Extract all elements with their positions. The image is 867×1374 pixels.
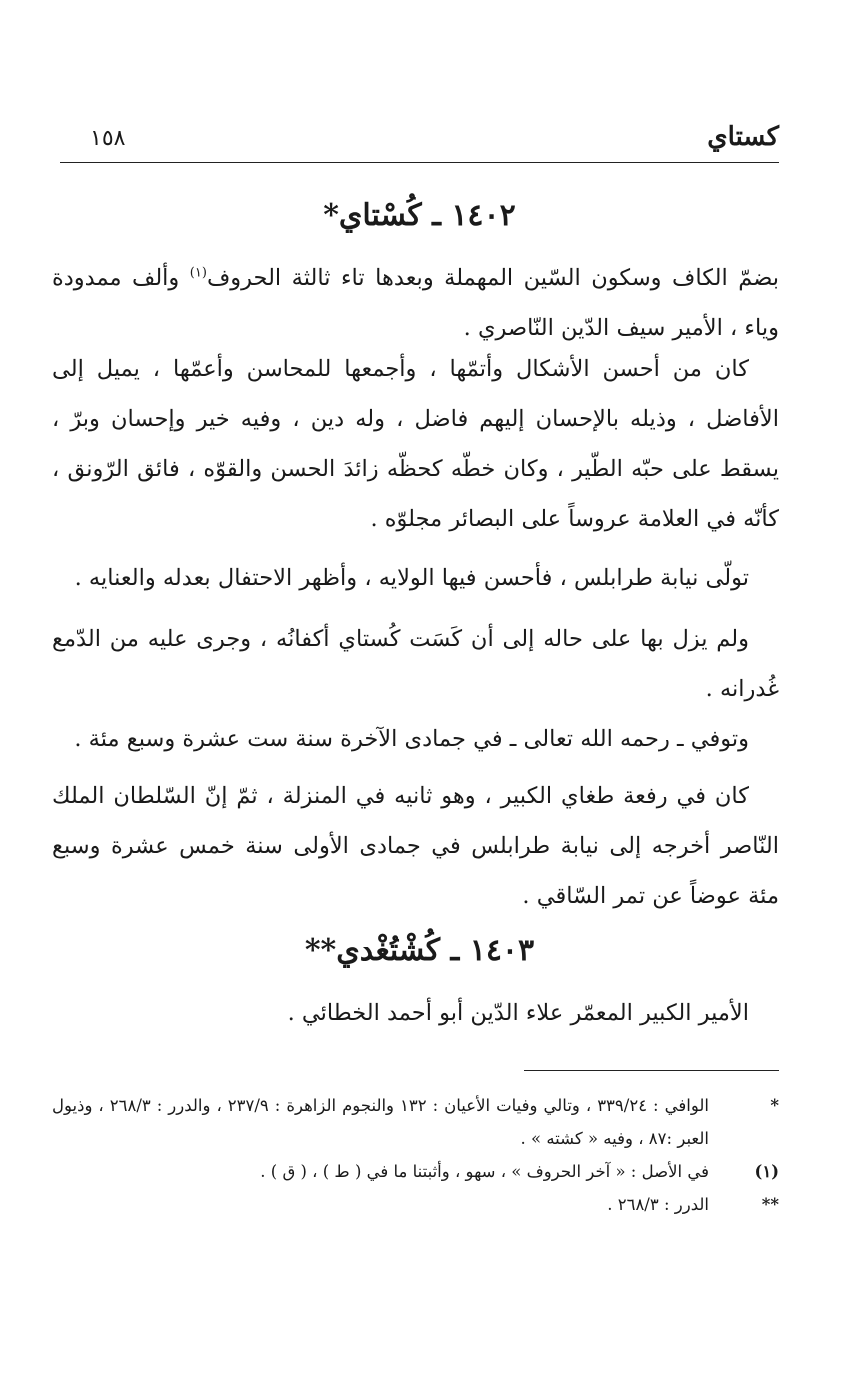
paragraph-tripoli-governorship: تولّى نيابة طرابلس ، فأحسن فيها الولايه ، وأظهر الاحتفال بعدله والعنايه . xyxy=(74,565,749,591)
page-number: ١٥٨ xyxy=(90,126,126,151)
paragraph-death-date: وتوفي ـ رحمه الله تعالى ـ في جمادى الآخرة سنة ست عشرة وسبع مئة . xyxy=(74,726,749,752)
paragraph-character: كان من أحسن الأشكال وأتمّها ، وأجمعها للمحاسن وأعمّها ، يميل إلى الأفاضل ، وذيله بالإحسان إليهم فاضل ، وله دين ، وفيه خير وإحسان وبرّ ، يسقط على حبّه الطّير ، وكان خطّه كحظّه زائدَ الحسن والقوّه ، فائق الرّونق ، كأنّه في العلامة عروساً على البصائر مجلوّه . xyxy=(52,356,779,532)
paragraph-amir-title: الأمير الكبير المعمّر علاء الدّين أبو أحمد الخطائي . xyxy=(287,1000,749,1026)
paragraph-text: وألف ممدودة وياء ، الأمير سيف الدّين النّاصري . xyxy=(52,265,779,341)
running-title: كستاي xyxy=(707,122,779,152)
paragraph-career: كان في رفعة طغاي الكبير ، وهو ثانيه في المنزلة ، ثمّ إنّ السّلطان الملك النّاصر أخرجه إلى نيابة طرابلس في جمادى الأولى سنة خمس عشرة وسبع مئة عوضاً عن تمر السّاقي . xyxy=(52,783,779,909)
footnote-sources-1402 xyxy=(52,1089,779,1155)
footnote-reference: (١) xyxy=(189,265,207,281)
entry-heading-1403: ١٤٠٣ ـ كُشْتُغْدي** xyxy=(304,933,535,968)
paragraph-death-poetic: ولم يزل بها على حاله إلى أن كَسَت كُستاي أكفانُه ، وجرى عليه من الدّمع غُدرانه . xyxy=(52,626,779,702)
running-header xyxy=(60,118,779,163)
paragraph-text: بضمّ الكاف وسكون السّين المهملة وبعدها تاء ثالثة الحروف xyxy=(206,265,779,291)
footnote-sources-1403 xyxy=(52,1188,779,1221)
footnote-divider xyxy=(524,1070,779,1071)
footnote-text: الوافي : ٣٣٩/٢٤ ، وتالي وفيات الأعيان : ١٣٢ والنجوم الزاهرة : ٢٣٧/٩ ، والدرر : ٢٦٨/٣ ، وذيول العبر :٨٧ ، وفيه « كشته » . xyxy=(52,1096,709,1148)
entry-heading-1402: ١٤٠٢ ـ كُسْتاي* xyxy=(323,198,516,233)
footnote-mark: ** xyxy=(761,1195,779,1214)
paragraph-name-description xyxy=(52,253,779,353)
footnote-text: الدرر : ٢٦٨/٣ . xyxy=(607,1195,709,1214)
footnote-text: في الأصل : « آخر الحروف » ، سهو ، وأثبتنا ما في ( ط ) ، ( ق ) . xyxy=(260,1162,709,1181)
footnote-mark: (١) xyxy=(754,1162,779,1181)
footnote-mark: * xyxy=(770,1096,779,1115)
footnote-1 xyxy=(52,1155,779,1188)
